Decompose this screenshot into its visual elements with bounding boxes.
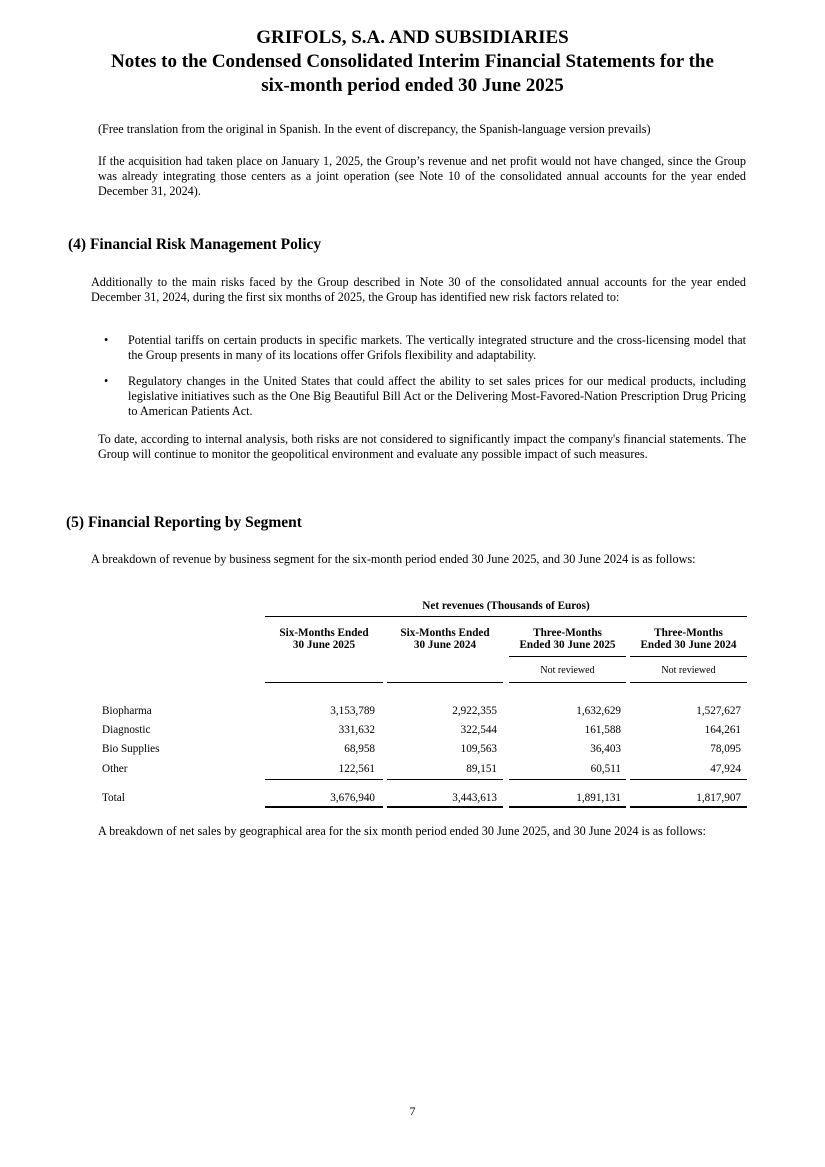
column-rule <box>509 656 626 657</box>
column-header: Three-Months Ended 30 June 2025 <box>519 627 616 651</box>
table-cell: 1,527,627 <box>696 705 741 717</box>
risk-bullet-regulatory <box>104 374 746 422</box>
total-double-rule <box>630 806 747 808</box>
subtotal-rule <box>387 779 503 780</box>
table-cell: 3,153,789 <box>330 705 375 717</box>
table-cell: 122,561 <box>338 763 375 775</box>
company-title: GRIFOLS, S.A. AND SUBSIDIARIES <box>256 27 569 48</box>
table-group-header: Net revenues (Thousands of Euros) <box>422 600 590 612</box>
bullet-dot: • <box>104 333 109 347</box>
acquisition-paragraph: If the acquisition had taken place on January 1, 2025, the Group’s revenue and net profit would not have changed, since the Group was already integrating those centers as a joint operation (see Note 10 of the consolidated annual accounts for the year ended December 31, 2024). <box>98 154 746 198</box>
table-cell: 60,511 <box>590 763 621 775</box>
column-rule <box>630 682 747 683</box>
section-5-title: (5) Financial Reporting by Segment <box>66 514 302 531</box>
table-cell: 161,588 <box>584 724 621 736</box>
bullet-dot: • <box>104 374 109 388</box>
total-double-rule <box>387 806 503 808</box>
table-cell: 331,632 <box>338 724 375 736</box>
header-rule <box>265 616 747 617</box>
column-rule <box>265 682 383 683</box>
table-cell-total: 1,891,131 <box>576 792 621 804</box>
document-header <box>0 26 825 98</box>
section-4-title: (4) Financial Risk Management Policy <box>68 236 322 253</box>
period-title: six-month period ended 30 June 2025 <box>261 75 564 96</box>
table-cell-total: 1,817,907 <box>696 792 741 804</box>
risk-bullet-tariffs <box>104 333 746 365</box>
column-header: Six-Months Ended 30 June 2025 <box>279 627 369 651</box>
total-double-rule <box>509 806 626 808</box>
column-rule <box>387 682 503 683</box>
table-cell: 89,151 <box>466 763 497 775</box>
notes-title: Notes to the Condensed Consolidated Interim Financial Statements for the <box>111 51 714 72</box>
table-cell: 36,403 <box>590 743 621 755</box>
table-cell: 2,922,355 <box>452 705 497 717</box>
table-cell: 68,958 <box>344 743 375 755</box>
table-cell: 1,632,629 <box>576 705 621 717</box>
subtotal-rule <box>265 779 383 780</box>
table-cell: 322,544 <box>460 724 497 736</box>
table-cell-total: 3,443,613 <box>452 792 497 804</box>
table-cell-total: 3,676,940 <box>330 792 375 804</box>
row-label-biopharma: Biopharma <box>102 705 152 717</box>
row-label-total: Total <box>102 792 125 804</box>
table-cell: 109,563 <box>460 743 497 755</box>
table-cell: 164,261 <box>704 724 741 736</box>
subtotal-rule <box>630 779 747 780</box>
not-reviewed-note: Not reviewed <box>540 665 595 676</box>
not-reviewed-note: Not reviewed <box>661 665 716 676</box>
bullet-text: Regulatory changes in the United States that could affect the ability to set sales prices for our medical products, including legislative initiatives such as the One Big Beautiful Bill Act or the Delivering Most-Favored-Nation Prescription Drug Pricing to American Patients Act. <box>128 374 746 418</box>
row-label-bio-supplies: Bio Supplies <box>102 743 160 755</box>
column-rule <box>630 656 747 657</box>
translation-note: (Free translation from the original in Spanish. In the event of discrepancy, the Spanish-language version prevails) <box>98 122 651 136</box>
section-4-intro: Additionally to the main risks faced by the Group described in Note 30 of the consolidated annual accounts for the year ended December 31, 2024, during the first six months of 2025, the Group has identified new risk factors related to: <box>91 275 746 304</box>
table-cell: 78,095 <box>710 743 741 755</box>
subtotal-rule <box>509 779 626 780</box>
column-rule <box>509 682 626 683</box>
section-4-conclusion: To date, according to internal analysis, both risks are not considered to significantly impact the company's financial statements. The Group will continue to monitor the geopolitical environment and evaluate any possible impact of such measures. <box>98 432 746 461</box>
total-double-rule <box>265 806 383 808</box>
column-header: Three-Months Ended 30 June 2024 <box>640 627 737 651</box>
row-label-other: Other <box>102 763 128 775</box>
section-5-intro: A breakdown of revenue by business segment for the six-month period ended 30 June 2025, and 30 June 2024 is as follows: <box>91 552 696 566</box>
geo-breakdown-intro: A breakdown of net sales by geographical area for the six month period ended 30 June 2025, and 30 June 2024 is as follows: <box>98 824 706 838</box>
row-label-diagnostic: Diagnostic <box>102 724 151 736</box>
table-cell: 47,924 <box>710 763 741 775</box>
page-number: 7 <box>409 1104 416 1118</box>
bullet-text: Potential tariffs on certain products in specific markets. The vertically integrated structure and the cross-licensing model that the Group presents in many of its locations offer Grifols flexibility and adaptability. <box>128 333 746 362</box>
column-header: Six-Months Ended 30 June 2024 <box>400 627 490 651</box>
